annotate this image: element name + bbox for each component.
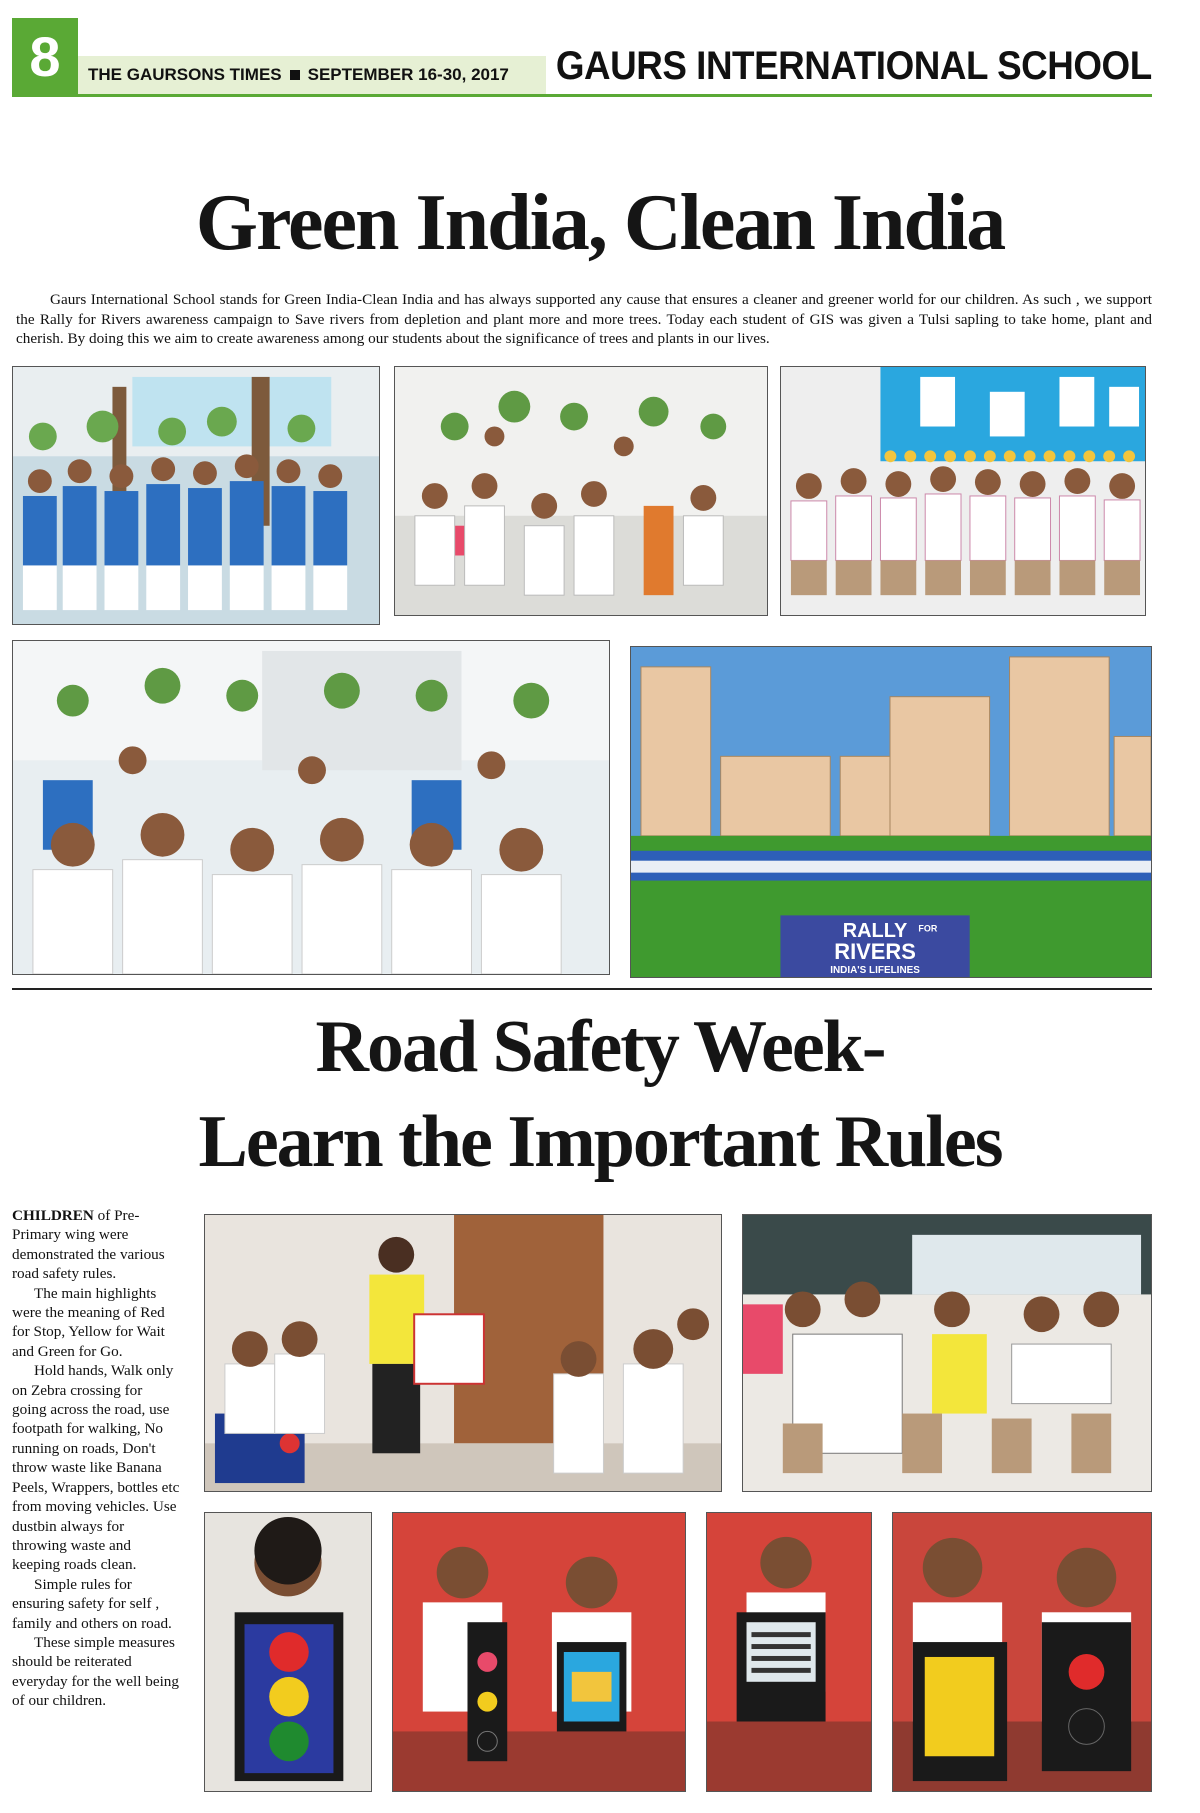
photo-two-kids-traffic-signs — [392, 1512, 686, 1792]
banner-tagline: INDIA'S LIFELINES — [830, 965, 920, 977]
article2-paragraph-1 — [12, 1206, 180, 1284]
article1-body: Gaurs International School stands for Green India-Clean India and has always supported any cause that ensures a cleaner and greener world for our children. As such , we support the Rally for Rivers awareness campaign to Save rivers from depletion and plant more and more trees. Today each student of GIS was given a Tulsi sapling to take home, plant and cherish. By doing this we aim to create awareness among our students about the significance of trees and plants in our lives. — [16, 291, 1152, 347]
article2-body — [12, 1206, 180, 1711]
banner-rivers: RIVERS — [834, 939, 916, 965]
photo-students-with-saplings-2 — [394, 366, 768, 616]
issue-date: SEPTEMBER 16-30, 2017 — [307, 65, 509, 84]
publication-date-strip — [78, 56, 546, 94]
banner-for: FOR — [918, 923, 938, 934]
photo-teacher-road-safety-demo — [204, 1214, 722, 1492]
school-name: GAURS INTERNATIONAL SCHOOL — [556, 44, 1152, 88]
photo-kids-with-road-rules-charts — [742, 1214, 1152, 1492]
photo-boy-with-traffic-light — [204, 1512, 372, 1792]
article2-headline-line2: Learn the Important Rules — [198, 1101, 1002, 1183]
article2-paragraph-3: Hold hands, Walk only on Zebra crossing for going across the road, use footpath for walking, No running on roads, Don't throw waste like Banana Peels, Wrappers, bottles etc from moving vehicles. Use dustbin always for throwing waste and keeping roads clean. — [12, 1362, 180, 1574]
article2-paragraph-1-text: of Pre-Primary wing were demonstrated the various road safety rules. — [12, 1207, 165, 1283]
banner-rally: RALLY — [842, 920, 908, 943]
section-divider — [12, 988, 1152, 990]
photo-pre-primary-kids-saplings — [780, 366, 1146, 616]
photo-rally-for-rivers-formation — [630, 646, 1152, 978]
square-bullet-icon — [290, 70, 300, 80]
article2-paragraph-2: The main highlights were the meaning of Red for Stop, Yellow for Wait and Green for Go. — [12, 1284, 165, 1360]
article2-lead-word: CHILDREN — [12, 1207, 94, 1224]
masthead-divider — [12, 94, 1152, 97]
article2-headline-line1: Road Safety Week- — [315, 1006, 885, 1088]
publication-name: THE GAURSONS TIMES — [88, 65, 282, 84]
page-number: 8 — [12, 18, 78, 96]
article2-paragraph-5: These simple measures should be reiterated everyday for the well being of our children. — [12, 1633, 179, 1710]
article1-headline: Green India, Clean India — [195, 179, 1005, 267]
photo-two-boys-traffic-signal — [892, 1512, 1152, 1792]
photo-boy-zebra-crossing-sign — [706, 1512, 872, 1792]
photo-students-with-saplings-1 — [12, 366, 380, 625]
photo-students-holding-saplings-overhead — [12, 640, 610, 975]
article2-paragraph-4: Simple rules for ensuring safety for self , family and others on road. — [12, 1575, 172, 1632]
